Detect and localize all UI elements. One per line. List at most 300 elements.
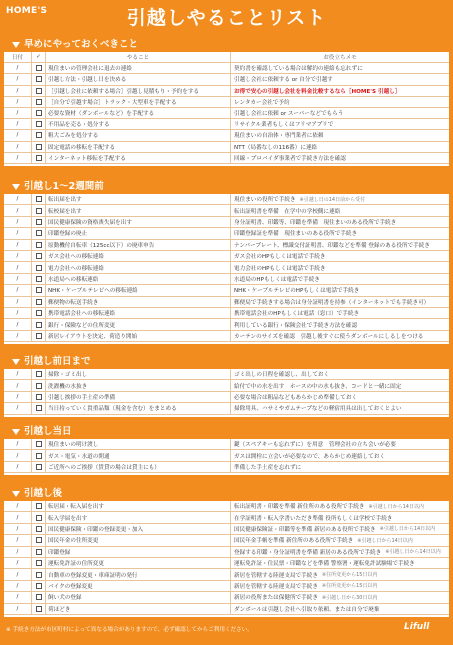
note-text: ガス会社のHPもしくは電話で手続き — [234, 254, 326, 261]
note-text: 鍵（スペアキーも忘れずに）を用意 管理会社の立ち会いが必要 — [234, 442, 396, 449]
deadline-note: ※引越し日から14日以内 — [357, 537, 413, 544]
checkbox[interactable] — [36, 88, 42, 94]
deadline-note: ※住所変更から15日以内 — [321, 583, 378, 590]
note-text: 新居を管轄する陸運支局で手続き — [234, 583, 318, 590]
checkbox-cell — [32, 63, 46, 73]
checkbox[interactable] — [36, 155, 42, 161]
note-cell — [234, 501, 446, 511]
checkbox-cell — [32, 450, 46, 460]
checklist-row — [4, 512, 449, 523]
checklist-row — [4, 97, 449, 108]
date-field[interactable]: / — [4, 569, 32, 579]
checkbox-cell — [32, 153, 46, 163]
page-title: 引越しやることリスト — [126, 7, 327, 29]
task-label: 水道局への移転連絡 — [48, 274, 231, 284]
note-cell — [234, 558, 446, 568]
note-cell — [234, 380, 446, 390]
checklist-row — [4, 331, 449, 342]
note-cell — [234, 392, 446, 402]
date-field[interactable]: / — [4, 450, 32, 460]
task-label: 固定電話の移転を手配する — [48, 142, 231, 152]
checkbox[interactable] — [36, 453, 42, 459]
date-field[interactable]: / — [4, 228, 32, 238]
task-label: 転出届を出す — [48, 194, 231, 204]
checkbox[interactable] — [36, 265, 42, 271]
note-text: 必要な場合は粗品などもあらかじめ準備しておく — [234, 394, 358, 401]
checkbox-cell — [32, 194, 46, 204]
checkbox-cell — [32, 251, 46, 261]
deadline-note: ※引越し日から14日以内 — [385, 549, 441, 556]
date-field[interactable]: / — [4, 97, 32, 107]
note-cell — [234, 592, 446, 602]
task-label: NHK・ケーブルテレビへの移転連絡 — [48, 285, 231, 295]
task-label: 印鑑登録 — [48, 547, 231, 557]
checkbox-cell — [32, 380, 46, 390]
section-header — [4, 180, 449, 194]
checklist-row — [4, 439, 449, 450]
checklist-row — [4, 217, 449, 228]
date-field[interactable]: / — [4, 297, 32, 307]
note-text: リサイクル業者もしくはフリマアプリで — [234, 122, 334, 129]
checkbox[interactable] — [36, 196, 42, 202]
checkbox-cell — [32, 130, 46, 140]
note-cell — [234, 297, 446, 307]
checklist-row — [4, 142, 449, 153]
note-text: カーテンのサイズを確認 引越し後すぐに使うダンボールにしるしをつける — [234, 333, 424, 340]
checklist-row — [4, 153, 449, 164]
note-cell — [234, 450, 446, 460]
date-field[interactable]: / — [4, 369, 32, 379]
section-title-text: 引越し当日 — [24, 426, 72, 437]
checkbox[interactable] — [36, 606, 42, 612]
note-cell — [234, 369, 446, 379]
section-title — [12, 487, 62, 501]
checkbox-cell — [32, 512, 46, 522]
date-field[interactable]: / — [4, 86, 32, 96]
date-field[interactable]: / — [4, 119, 32, 129]
checklist-row — [4, 251, 449, 262]
checkbox[interactable] — [36, 121, 42, 127]
note-text: 契約書を確認している場合は解約の連絡も忘れずに — [234, 66, 363, 73]
date-field[interactable]: / — [4, 535, 32, 545]
note-cell — [234, 194, 446, 204]
checkbox[interactable] — [36, 503, 42, 509]
note-text: 転出証明書・印鑑を準備 新住所のある役所で手続き — [234, 504, 365, 511]
task-label: 原動機付自転車（125cc以下）の廃車申告 — [48, 240, 231, 250]
checkbox-cell — [32, 262, 46, 272]
checkbox-cell — [32, 297, 46, 307]
task-label: 洗濯機の水抜き — [48, 380, 231, 390]
note-cell — [234, 130, 446, 140]
footer-note: ※ 手続き方法が市区町村によって異なる場合がありますので、必ず確認してからご利用ください。 — [6, 627, 253, 633]
note-cell — [234, 604, 446, 614]
note-text: ガスは開栓に立会いが必要なので、あらかじめ連絡しておく — [234, 453, 385, 460]
note-cell — [234, 285, 446, 295]
checklist-row — [4, 119, 449, 130]
checkbox[interactable] — [36, 310, 42, 316]
checkbox[interactable] — [36, 65, 42, 71]
date-field[interactable]: / — [4, 380, 32, 390]
checkbox[interactable] — [36, 405, 42, 411]
checkbox-cell — [32, 108, 46, 118]
checklist-row — [4, 558, 449, 569]
note-cell — [234, 240, 446, 250]
task-label: ご近所へのご挨拶（賃貸の場合は貸主にも） — [48, 462, 231, 472]
date-field[interactable]: / — [4, 251, 32, 261]
checkbox-cell — [32, 240, 46, 250]
checkbox-cell — [32, 74, 46, 84]
note-text: 回線・プロバイダ事業者で手続き方法を確認 — [234, 155, 346, 162]
checkbox-cell — [32, 592, 46, 602]
date-field[interactable]: / — [4, 604, 32, 614]
note-cell — [234, 63, 446, 73]
date-field[interactable]: / — [4, 240, 32, 250]
note-cell — [234, 86, 446, 96]
column-header-note: お役立ちメモ — [323, 55, 357, 61]
task-label: 飼い犬の登録 — [48, 592, 231, 602]
date-field[interactable]: / — [4, 524, 32, 534]
note-text: 現住まいの自治体・専門業者に依頼 — [234, 133, 324, 140]
note-cell — [234, 331, 446, 341]
note-cell — [234, 251, 446, 261]
lifull-logo[interactable]: Lifull — [404, 622, 430, 632]
checkbox-cell — [32, 558, 46, 568]
checkbox[interactable] — [36, 394, 42, 400]
date-field[interactable]: / — [4, 63, 32, 73]
date-field[interactable]: / — [4, 558, 32, 568]
task-label: 郵便物の転送手続き — [48, 297, 231, 307]
checklist-row — [4, 319, 449, 330]
date-field[interactable]: / — [4, 108, 32, 118]
checkbox[interactable] — [36, 242, 42, 248]
date-field[interactable]: / — [4, 581, 32, 591]
task-label: 運転免許証の住所変更 — [48, 558, 231, 568]
checkbox-cell — [32, 274, 46, 284]
task-label: バイクの登録変更 — [48, 581, 231, 591]
checklist-row — [4, 403, 449, 414]
task-label: 必要な資材（ダンボールなど）を手配する — [48, 108, 231, 118]
task-label: 掃除・ゴミ出し — [48, 369, 231, 379]
date-field[interactable]: / — [4, 403, 32, 413]
section-header — [4, 425, 449, 439]
checkbox[interactable] — [36, 583, 42, 589]
date-field[interactable]: / — [4, 331, 32, 341]
checklist-row — [4, 524, 449, 535]
checkbox[interactable] — [36, 464, 42, 470]
note-text: 郵便局で手続きする場合は身分証明書を持参（インターネットでも手続き可） — [234, 299, 430, 306]
note-text: ゴミ出しの日程を確認し、出しておく — [234, 372, 330, 379]
note-text: 印鑑登録証を準備 現住まいのある役所で手続き — [234, 231, 358, 238]
checkbox-cell — [32, 142, 46, 152]
note-text: 新居を管轄する陸運支局で手続き — [234, 572, 318, 579]
checklist-row — [4, 547, 449, 558]
checkbox-cell — [32, 119, 46, 129]
note-cell — [234, 119, 446, 129]
checkbox[interactable] — [36, 594, 42, 600]
task-label: 電力会社への移転連絡 — [48, 262, 231, 272]
checkbox-cell — [32, 403, 46, 413]
date-field[interactable]: / — [4, 285, 32, 295]
checkbox[interactable] — [36, 333, 42, 339]
task-label: インターネット移転を手配する — [48, 153, 231, 163]
note-cell — [234, 512, 446, 522]
note-text: 水道局のHPもしくは電話で手続き — [234, 276, 320, 283]
note-text: 新居の役所または保健所で手続き — [234, 595, 318, 602]
checkbox[interactable] — [36, 144, 42, 150]
task-label: 当日持っていく貴重品類（現金を含む）をまとめる — [48, 403, 231, 413]
checkbox[interactable] — [36, 441, 42, 447]
checkbox-cell — [32, 569, 46, 579]
task-label: ［自分で引越す場合］トラック・大型車を手配する — [48, 97, 231, 107]
checkbox-cell — [32, 205, 46, 215]
checklist-row — [4, 240, 449, 251]
checklist-row — [4, 392, 449, 403]
section-title-text: 引越し1～2週間前 — [24, 181, 104, 192]
date-field[interactable]: / — [4, 262, 32, 272]
checklist-row — [4, 262, 449, 273]
note-text: 在学証明書・転入学書いただき準備 役所もしくは学校で手続き — [234, 515, 393, 522]
task-label: 自動車の登録変更・車庫証明の発行 — [48, 569, 231, 579]
checklist-row — [4, 569, 449, 580]
note-text: NHK・ケーブルテレビのHPもしくは電話で手続き — [234, 288, 360, 295]
section-title-text: 引越し後 — [24, 488, 63, 499]
checkbox[interactable] — [36, 276, 42, 282]
task-label: 現住まいの明け渡し — [48, 439, 231, 449]
checkbox[interactable] — [36, 572, 42, 578]
section-title — [12, 355, 91, 369]
task-label: 転入学届を出す — [48, 512, 231, 522]
note-cell — [234, 524, 446, 534]
checkbox[interactable] — [36, 99, 42, 105]
checklist-row — [4, 297, 449, 308]
checkbox-cell — [32, 392, 46, 402]
note-text: 携帯電話会社のHPもしくは電話（窓口）で手続き — [234, 311, 360, 318]
task-label: 印鑑登録の廃止 — [48, 228, 231, 238]
checklist-row — [4, 285, 449, 296]
checkbox[interactable] — [36, 208, 42, 214]
column-header-row — [4, 52, 449, 63]
note-text: 転出証明書を準備 在学中の学校側に連絡 — [234, 208, 341, 215]
task-label: 引越し挨拶の手土産の準備 — [48, 392, 231, 402]
note-cell — [234, 569, 446, 579]
note-cell — [234, 308, 446, 318]
task-label: 新居レイアウトを決定、荷造り開始 — [48, 331, 231, 341]
note-text: 給付で中の水を出す ホースの中の水も抜き、コードと一緒に固定 — [234, 383, 402, 390]
checkbox-cell — [32, 308, 46, 318]
date-field[interactable]: / — [4, 205, 32, 215]
checklist-row — [4, 74, 449, 85]
checkbox[interactable] — [36, 383, 42, 389]
checkbox[interactable] — [36, 371, 42, 377]
date-field[interactable]: / — [4, 142, 32, 152]
checkbox-cell — [32, 604, 46, 614]
checklist-row — [4, 130, 449, 141]
homes-logo[interactable]: HOME'S — [6, 6, 48, 16]
section-header — [4, 38, 449, 52]
checkbox-cell — [32, 217, 46, 227]
date-field[interactable]: / — [4, 392, 32, 402]
triangle-down-icon — [12, 42, 20, 48]
date-field[interactable]: / — [4, 217, 32, 227]
task-label: 転居届・転入届を出す — [48, 501, 231, 511]
deadline-note: ※引越し日から14日以内 — [368, 503, 424, 510]
note-cell — [234, 108, 446, 118]
note-text: レンタカー会社で予約 — [234, 99, 290, 106]
deadline-note: ※引越し日から30日以内 — [321, 594, 378, 601]
note-text: 引越し会社に依頼 or スーパーなどでもらう — [234, 111, 344, 118]
task-label: 粗大ごみを処分する — [48, 130, 231, 140]
header — [0, 0, 453, 34]
checklist-row — [4, 274, 449, 285]
note-text: 登録する印鑑・身分証明書を準備 新居のある役所で手続き — [234, 549, 382, 556]
section-header — [4, 487, 449, 501]
checkbox[interactable] — [36, 76, 42, 82]
checkbox-cell — [32, 285, 46, 295]
note-text: 身分証明書、印鑑等、印鑑を準備 現住まいのある役所で手続き — [234, 219, 397, 226]
checklist-row — [4, 194, 449, 205]
triangle-down-icon — [12, 184, 20, 190]
checkbox[interactable] — [36, 287, 42, 293]
checkbox[interactable] — [36, 515, 42, 521]
checkbox[interactable] — [36, 230, 42, 236]
note-cell — [234, 217, 446, 227]
note-cell — [234, 535, 446, 545]
checkbox-cell — [32, 319, 46, 329]
checkbox[interactable] — [36, 219, 42, 225]
checkbox[interactable] — [36, 537, 42, 543]
note-cell — [234, 228, 446, 238]
checklist-row — [4, 581, 449, 592]
column-header-check: ✓ — [32, 52, 46, 62]
triangle-down-icon — [12, 429, 20, 435]
note-cell — [234, 274, 446, 284]
checkbox-cell — [32, 501, 46, 511]
section-title — [12, 425, 72, 439]
checkbox-cell — [32, 97, 46, 107]
checkbox-cell — [32, 331, 46, 341]
checkbox[interactable] — [36, 299, 42, 305]
date-field[interactable]: / — [4, 547, 32, 557]
deadline-note: ※住所変更から15日以内 — [321, 572, 378, 579]
checkbox-cell — [32, 439, 46, 449]
task-label: 銀行・保険などの住所変更 — [48, 319, 231, 329]
note-cell — [234, 439, 446, 449]
date-field[interactable]: / — [4, 501, 32, 511]
section-title — [12, 180, 104, 194]
note-text: 運転免許証・住民票・印鑑などを準備 警察署・運転免許試験場で手続き — [234, 561, 415, 568]
note-cell — [234, 153, 446, 163]
date-field[interactable]: / — [4, 153, 32, 163]
section-header — [4, 355, 449, 369]
task-label: 引越し方法・引越し日を決める — [48, 74, 231, 84]
checkbox[interactable] — [36, 526, 42, 532]
checklist-row — [4, 462, 449, 473]
task-label: 荷ほどき — [48, 604, 231, 614]
note-text: 電力会社のHPもしくは電話で手続き — [234, 265, 326, 272]
checkbox[interactable] — [36, 549, 42, 555]
date-field[interactable]: / — [4, 308, 32, 318]
checkbox[interactable] — [36, 322, 42, 328]
checkbox-cell — [32, 524, 46, 534]
note-cell — [234, 403, 446, 413]
note-text: お得で安心の引越し会社を料金比較するなら［HOME'S 引越し］ — [234, 88, 401, 95]
section-title — [12, 38, 138, 52]
note-cell — [234, 581, 446, 591]
task-label: ［引越し会社に依頼する場合］引越し見積もり・予約をする — [48, 86, 231, 96]
note-cell — [234, 142, 446, 152]
column-header-date: 日付 — [4, 52, 32, 62]
checkbox-cell — [32, 86, 46, 96]
triangle-down-icon — [12, 491, 20, 497]
checklist-row — [4, 205, 449, 216]
checklist-row — [4, 501, 449, 512]
date-field[interactable]: / — [4, 512, 32, 522]
deadline-note: ※引越し日の14日前から受付 — [299, 196, 366, 203]
checklist-row — [4, 604, 449, 615]
note-text: ダンボールは引越し会社へ引取り依頼、または自分で廃棄 — [234, 606, 380, 613]
date-field[interactable]: / — [4, 462, 32, 472]
section-title-text: 早めにやっておくべきこと — [24, 39, 139, 50]
triangle-down-icon — [12, 359, 20, 365]
checkbox[interactable] — [36, 110, 42, 116]
checklist-row — [4, 380, 449, 391]
task-label: ガス会社への移転連絡 — [48, 251, 231, 261]
note-text: 引越し会社に依頼する or 自分で引越す — [234, 77, 333, 84]
date-field[interactable]: / — [4, 74, 32, 84]
checkbox-cell — [32, 547, 46, 557]
section-title-text: 引越し前日まで — [24, 356, 91, 367]
checklist-row — [4, 450, 449, 461]
checklist-row — [4, 63, 449, 74]
checklist-row — [4, 228, 449, 239]
note-text: 現住まいの役所で手続き — [234, 197, 296, 204]
note-cell — [234, 262, 446, 272]
note-cell — [234, 319, 446, 329]
note-cell — [234, 462, 446, 472]
checklist-row — [4, 108, 449, 119]
note-text: 利用している銀行・保険会社で手続き方法を確認 — [234, 322, 358, 329]
note-cell — [234, 205, 446, 215]
date-field[interactable]: / — [4, 274, 32, 284]
date-field[interactable]: / — [4, 319, 32, 329]
date-field[interactable]: / — [4, 194, 32, 204]
checkbox-cell — [32, 369, 46, 379]
note-text: 国民年金手帳を準備 新住所のある役所で手続き — [234, 538, 354, 545]
checkbox-cell — [32, 535, 46, 545]
column-header-task: やること — [48, 52, 231, 62]
task-label: 国民健康保険の資格喪失届を出す — [48, 217, 231, 227]
date-field[interactable]: / — [4, 130, 32, 140]
note-text: 掃除用具、ハサミやガムテープなどの軽宿用具は出しておくとよい — [234, 406, 402, 413]
checkbox-cell — [32, 581, 46, 591]
checklist-row — [4, 86, 449, 97]
date-field[interactable]: / — [4, 592, 32, 602]
checklist-row — [4, 535, 449, 546]
note-cell — [234, 74, 446, 84]
task-label: 不用品を売る・処分する — [48, 119, 231, 129]
date-field[interactable]: / — [4, 439, 32, 449]
checkbox[interactable] — [36, 560, 42, 566]
note-text: ナンバープレート、標識交付証明書、印鑑などを準備 登録のある役所で手続き — [234, 242, 430, 249]
deadline-note: ※引越し日から14日以内 — [379, 526, 436, 533]
task-label: 転校届を出す — [48, 205, 231, 215]
checkbox[interactable] — [36, 132, 42, 138]
checklist-row — [4, 369, 449, 380]
note-text: NTT（局番なしの116番）に連絡 — [234, 144, 318, 151]
checkbox[interactable] — [36, 253, 42, 259]
note-cell — [234, 97, 446, 107]
task-label: ガス・電気・水道の開通 — [48, 450, 231, 460]
